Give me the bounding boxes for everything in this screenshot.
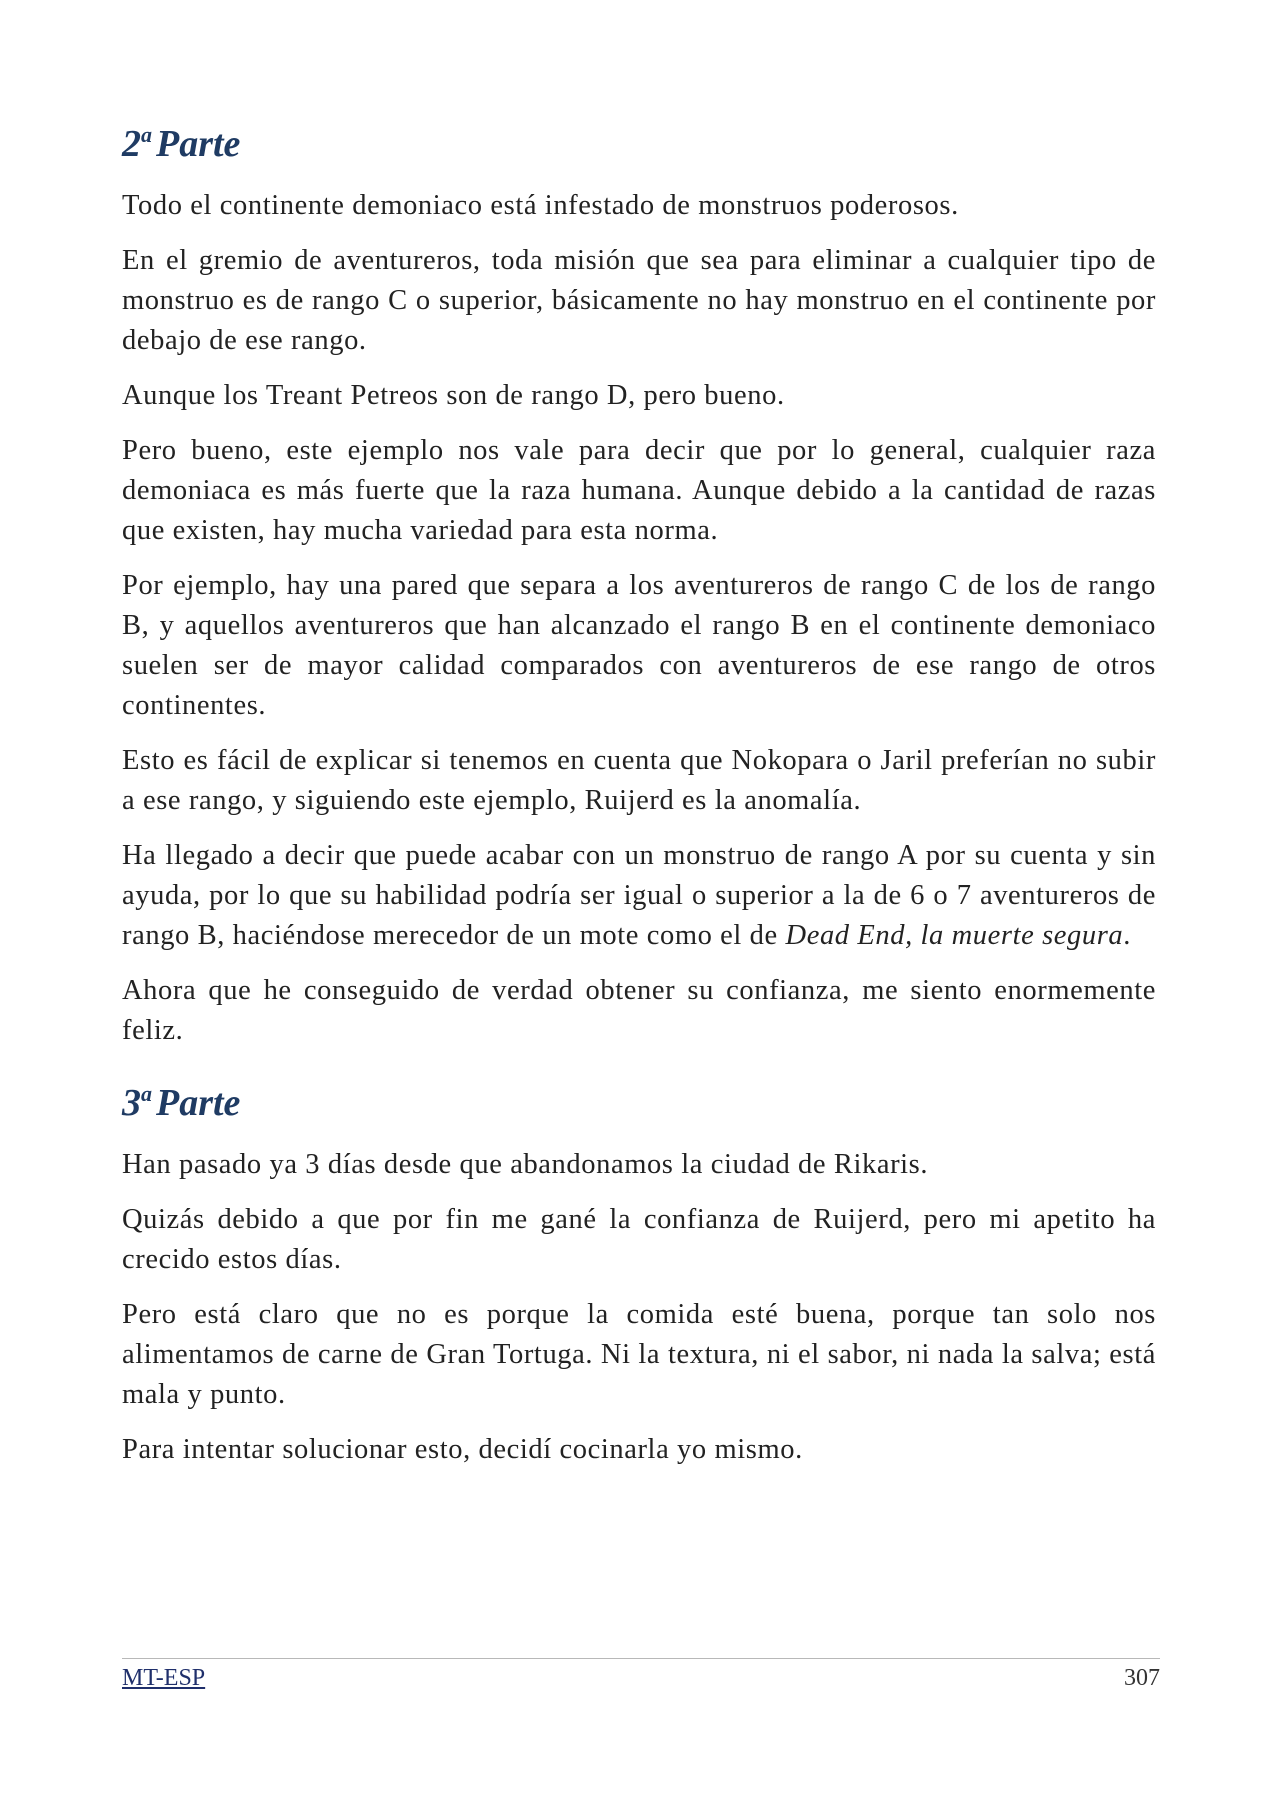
heading-word: Parte	[156, 1082, 241, 1124]
paragraph: Aunque los Treant Petreos son de rango D, pero bueno.	[122, 380, 785, 411]
paragraph: Para intentar solucionar esto, decidí cocinarla yo mismo.	[122, 1434, 803, 1465]
paragraph: Ahora que he conseguido de verdad obtener su confianza, me siento enormemente feliz.	[122, 975, 1156, 1046]
paragraph: Pero bueno, este ejemplo nos vale para decir que por lo general, cualquier raza demoniaca es más fuerte que la raza humana. Aunque debido a la cantidad de razas que existen, hay mucha variedad para esta norma.	[122, 435, 1156, 546]
heading-word: Parte	[156, 123, 241, 165]
page-number: 307	[1124, 1665, 1160, 1691]
paragraph: Han pasado ya 3 días desde que abandonamos la ciudad de Rikaris.	[122, 1149, 929, 1180]
paragraph: Por ejemplo, hay una pared que separa a los aventureros de rango C de los de rango B, y aquellos aventureros que han alcanzado el rango B en el continente demoniaco suelen ser de mayor calidad comparados con aventureros de ese rango de otros continentes.	[122, 570, 1156, 721]
page-footer	[122, 1658, 1160, 1693]
heading-ordinal: a	[141, 1081, 152, 1107]
section-heading-2	[122, 118, 1156, 170]
paragraph-with-italic	[122, 836, 1156, 956]
paragraph: En el gremio de aventureros, toda misión que sea para eliminar a cualquier tipo de monstruo es de rango C o superior, básicamente no hay monstruo en el continente por debajo de ese rango.	[122, 245, 1156, 356]
heading-ordinal: a	[141, 122, 152, 148]
page-body	[122, 118, 1156, 1485]
paragraph: Pero está claro que no es porque la comida esté buena, porque tan solo nos alimentamos de carne de Gran Tortuga. Ni la textura, ni el sabor, ni nada la salva; está mala y punto.	[122, 1299, 1156, 1410]
italic-phrase: Dead End, la muerte segura	[785, 920, 1124, 951]
section-heading-3	[122, 1077, 1156, 1129]
paragraph-end: .	[1123, 920, 1132, 951]
heading-number: 3	[122, 1082, 141, 1124]
paragraph-text: Ha llegado a decir que puede acabar con un monstruo de rango A por su cuenta y sin ayuda, por lo que su habilidad podría ser igual o superior a la de 6 o 7 aventureros de rango B, haciéndose merecedor de un mote como el de	[122, 840, 1156, 951]
footer-brand-link[interactable]: MT-ESP	[122, 1665, 206, 1691]
paragraph: Esto es fácil de explicar si tenemos en cuenta que Nokopara o Jaril preferían no subir a ese rango, y siguiendo este ejemplo, Ruijerd es la anomalía.	[122, 745, 1156, 816]
heading-number: 2	[122, 123, 141, 165]
paragraph: Todo el continente demoniaco está infestado de monstruos poderosos.	[122, 190, 959, 221]
paragraph: Quizás debido a que por fin me gané la confianza de Ruijerd, pero mi apetito ha crecido estos días.	[122, 1204, 1156, 1275]
